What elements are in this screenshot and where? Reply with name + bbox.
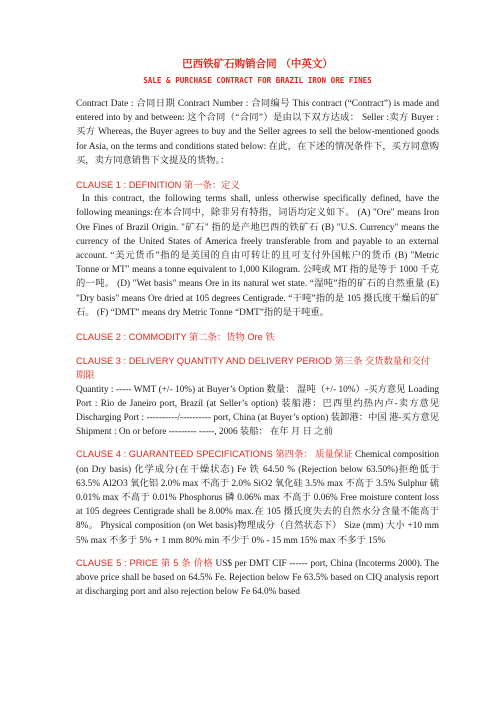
clause-1-heading: CLAUSE 1 : DEFINITION 第一条：定义 <box>76 180 240 191</box>
clause-3-heading: CLAUSE 3 : DELIVERY QUANTITY AND DELIVERY PERIOD 第三条 交货数量和交付期限 <box>76 356 431 381</box>
clause-3-body: Quantity : ----- WMT (+/- 10%) at Buyer’s Option 数量： 湿吨（+/- 10%）-买方意见 Loading Port : Rio de Janeiro port, Brazil (at Seller’s option) 装船港：巴西里约热内卢-卖方意见 Discharging Port : ----------/---------- port, China (at Buyer’s option) 装卸港：中国 港-买方意见 Shipment : On or before --------- -----, 2006 装船： 在年 月 日 之前 <box>76 384 439 438</box>
intro-paragraph: Contract Date : 合同日期 Contract Number : 合同编号 This contract (“Contract”) is made and entered into by and between: 这个合同（“合同”）是由以下双方达成： Seller :卖方 Buyer : 买方 Whereas, the Buyer agrees to buy and the Seller agrees to sell the below-mentioned goods for Asia, on the terms and conditions stated below: 在此，在下述的情况条件下，买方同意购买，卖方同意销售下文提及的货物。： <box>76 99 439 166</box>
clause-4-body: Chemical composition (on Dry basis) 化学成分(在干燥状态) Fe 铁 64.50 % (Rejection below 63.50%)拒绝低于 63.5% Al2O3 氧化铝 2.0% max 不高于 2.0% SiO2 氧化硅 3.5% max 不高于 3.5% Sulphur 硫 0.01% max 不高于 0.01% Phosphorus 磷 0.06% max 不高于 0.06% Free moisture content loss at 105 degrees Centigrade shall be 8.00% max.在 105 摄氏度失去的自然水分含量不能高于 8%。 Physical composition (on Wet basis)物理成分（自然状态下） Size (mm) 大小 +10 mm 5% max 不多于 5% + 1 mm 80% min 不少于 0% - 15 mm 15% max 不多于 15% <box>76 450 439 546</box>
clause-5-text <box>76 556 439 600</box>
document-subtitle: SALE & PURCHASE CONTRACT FOR BRAZIL IRON ORE FINES <box>143 76 372 85</box>
clause-4-text <box>76 447 439 547</box>
clause-1-body: In this contract, the following terms shall, unless otherwise specifically defined, have the following meanings:在本合同中，除非另有特指，词语均定义如下。 (A) "Ore" means Iron Ore Fines of Brazil Origin. "矿石" 指的是产地巴西的铁矿石 (B) "U.S. Currency" means the currency of the United States of America freely transferable from and payable to an external account. “美元货币”指的是美国的自由可转让的且可支付外国帐户的货币 (B) "Metric Tonne or MT" means a tonne equivalent to 1,000 Kilogram. 公吨或 MT 指的是等于 1000 千克的一吨。 (D) "Wet basis" means Ore in its natural wet state. “湿吨”指的矿石的自然重量 (E) "Dry basis" means Ore dried at 105 degrees Centigrade. “干吨”指的是 105 摄氏度干燥后的矿石。 (F) “DMT” means dry Metric Tonne “DMT”指的是干吨重。 <box>76 194 439 318</box>
clause-4-heading: CLAUSE 4 : GUARANTEED SPECIFICATIONS 第四条： 质量保证 <box>76 449 353 460</box>
clause-5-heading: CLAUSE 5 : PRICE 第 5 条 价格 <box>76 557 213 568</box>
clause-2-heading: CLAUSE 2 : COMMODITY 第二条：货物 Ore 铁 <box>76 332 275 343</box>
document-title: 巴西铁矿石购销合同 （中英文） <box>182 58 333 70</box>
clause-5-body: US$ per DMT CIF ------ port, China (Incoterms 2000). The above price shall be based on 64.5% Fe. Rejection below Fe 63.5% based on CIQ analysis report at discharging port and also rejection below Fe 64.0% based <box>76 558 440 598</box>
